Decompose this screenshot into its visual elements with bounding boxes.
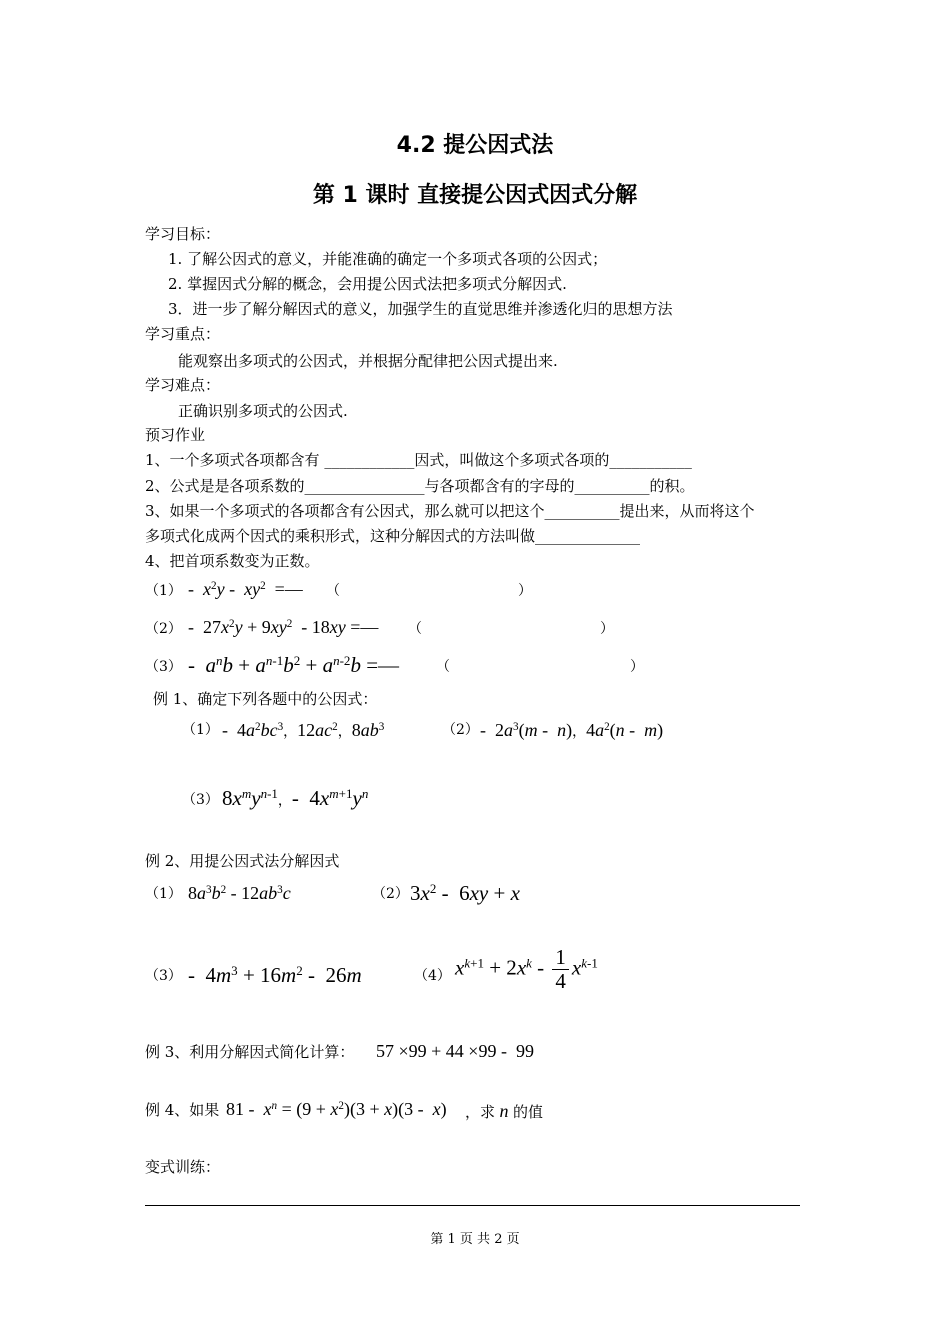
example-1-expression-1: - $4a^2bc^3$，$12ac^2$，$8ab^3$ [222, 720, 385, 740]
preview-heading: 预习作业 [145, 426, 206, 444]
q4-paren-open-1: （ [326, 583, 340, 599]
example-4-variable: n [495, 1101, 514, 1121]
example-2-heading: 例 2、用提公因式法分解因式 [145, 852, 340, 870]
key-point-text: 能观察出多项式的公因式，并根据分配律把公因式提出来. [178, 352, 558, 370]
example-4-heading: 例 4、如果 [145, 1101, 220, 1119]
example-2-expression-3: - $4m^3 + 16m^2 - 26m$ [188, 962, 362, 987]
difficulty-text: 正确识别多项式的公因式. [178, 402, 348, 420]
example-1-expression-2: - $2a^3(m - n)$，$4a^2(n - m)$ [480, 720, 664, 740]
preview-question-1: 1、一个多项式各项都含有 ____________因式，叫做这个多项式各项的___________ [145, 451, 692, 469]
q4-expression-3: - $a^nb + a^{n-1}b^2 + a^{n-2}b$ =— [188, 652, 400, 677]
example-2-expression-2: $3x^2 - 6xy + x$ [410, 880, 520, 905]
example-4-expression: $81 - x^n = (9 + x^2)(3 + x)(3 - x)$ [226, 1099, 447, 1119]
q4-paren-open-2: （ [408, 621, 422, 637]
example-4-tail [465, 1101, 543, 1123]
objective-item: 3．进一步了解分解因式的意义，加强学生的直觉思维并渗透化归的思想方法 [168, 300, 673, 318]
example-2-expression-1: $8a^3b^2 - 12ab^3c$ [188, 883, 291, 903]
example-1-label-2: （2） [442, 722, 479, 738]
example-4-tail-suffix: 的值 [513, 1103, 544, 1121]
objectives-heading: 学习目标： [145, 225, 221, 243]
preview-question-3: 3、如果一个多项式的各项都含有公因式，那么就可以把这个__________提出来，从而将这个 [145, 502, 755, 520]
example-2-label-1: （1） [145, 886, 182, 902]
preview-question-4: 4、把首项系数变为正数。 [145, 552, 320, 570]
example-1-expression-3: $8x^my^{n-1}$，- $4x^{m+1}y^n$ [222, 785, 369, 810]
page-footer: 第 1 页 共 2 页 [430, 1232, 520, 1247]
example-2-expression-4: $x^{k+1} + 2x^k$ - $\frac{1}{4}$ $x^{k-1}$ [455, 945, 598, 994]
q4-label-3: （3） [145, 659, 182, 675]
lesson-subtitle: 第 1 课时 直接提公因式因式分解 [312, 183, 638, 208]
q4-paren-close-1: ） [518, 583, 532, 599]
q4-paren-open-3: （ [436, 659, 450, 675]
q4-expression-2: - $27x^2y + 9xy^2 - 18xy$ =— [188, 617, 379, 637]
example-1-label-3: （3） [182, 792, 219, 808]
q4-paren-close-2: ） [600, 621, 614, 637]
footer-divider [145, 1205, 800, 1206]
preview-question-2: 2、公式是是各项系数的________________与各项都含有的字母的__________的积。 [145, 477, 695, 495]
objective-item: 2. 掌握因式分解的概念，会用提公因式法把多项式分解因式. [168, 275, 567, 293]
q4-label-1: （1） [145, 583, 182, 599]
key-point-heading: 学习重点： [145, 325, 221, 343]
q4-label-2: （2） [145, 621, 182, 637]
q4-expression-1: - $x^2y - xy^2$ =— [188, 579, 303, 599]
example-2-label-2: （2） [372, 886, 409, 902]
example-3-expression: 57 ×99 + 44 ×99 - 99 [376, 1041, 534, 1061]
example-4-tail-prefix: ，求 [465, 1103, 496, 1121]
example-2-label-3: （3） [145, 968, 182, 984]
difficulty-heading: 学习难点： [145, 376, 221, 394]
example-3-heading: 例 3、利用分解因式简化计算： [145, 1043, 355, 1061]
example-2-label-4: （4） [414, 968, 451, 984]
practice-heading: 变式训练： [145, 1158, 221, 1176]
example-1-heading: 例 1、确定下列各题中的公因式： [153, 690, 378, 708]
preview-question-3-cont: 多项式化成两个因式的乘积形式，这种分解因式的方法叫做______________ [145, 527, 641, 545]
example-1-label-1: （1） [182, 722, 219, 738]
page-title: 4.2 提公因式法 [396, 133, 554, 158]
q4-paren-close-3: ） [630, 659, 644, 675]
objective-item: 1. 了解公因式的意义，并能准确的确定一个多项式各项的公因式； [168, 250, 608, 268]
